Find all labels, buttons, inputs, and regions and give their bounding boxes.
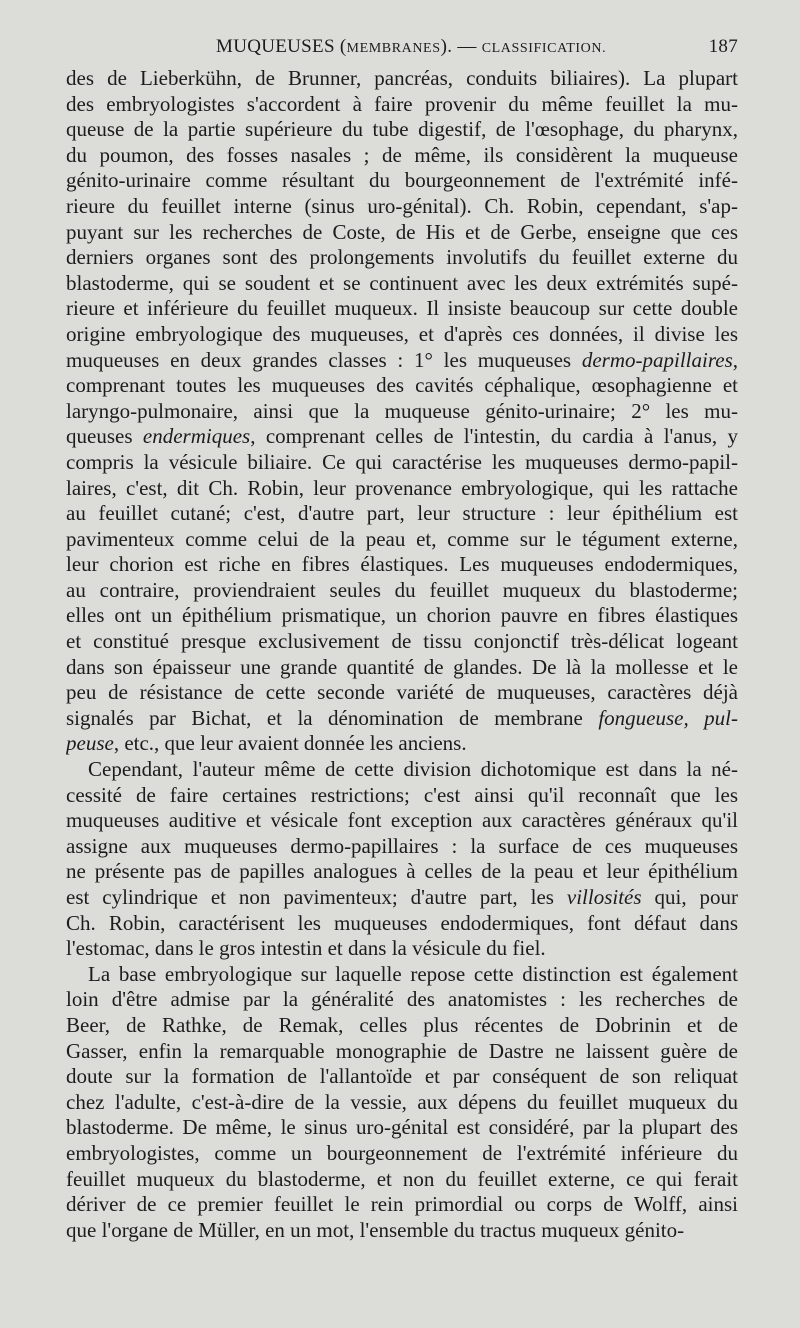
- text-line: que l'organe de Müller, en un mot, l'ensemble du tractus muqueux génito-: [66, 1217, 685, 1242]
- text-line: et constitué presque exclusivement de tissu conjonctif très-délicat logeant: [66, 629, 738, 654]
- title-section: CLASSIFICATION.: [481, 41, 607, 56]
- text-line: Cependant, l'auteur même de cette division dichotomique est dans la né-: [88, 757, 738, 782]
- text-line: au contraire, proviendraient seules du feuillet muqueux du blastoderme;: [66, 577, 738, 602]
- text-line: doute sur la formation de l'allantoïde et par conséquent de son reliquat: [66, 1064, 738, 1089]
- text-line: assigne aux muqueuses dermo-papillaires : la surface de ces muqueuses: [66, 833, 738, 858]
- text-line: compris la vésicule biliaire. Ce qui caractérise les muqueuses dermo-papil-: [66, 449, 738, 474]
- text-line: des de Lieberkühn, de Brunner, pancréas, conduits biliaires). La plupart: [66, 66, 738, 90]
- text-line: muqueuses en deux grandes classes : 1° les muqueuses dermo-papillaires,: [66, 347, 738, 372]
- text-line: puyant sur les recherches de Coste, de His et de Gerbe, enseigne que ces: [66, 219, 738, 244]
- italic-term: villosités: [566, 885, 642, 909]
- italic-term: peuse: [66, 731, 114, 756]
- running-header: [66, 36, 738, 60]
- text-line: loin d'être admise par la généralité des anatomistes : les recherches de: [66, 987, 738, 1012]
- text-line: dériver de ce premier feuillet le rein primordial ou corps de Wolff, ainsi: [66, 1192, 738, 1217]
- italic-term: dermo-papillaires: [581, 347, 733, 372]
- title-paren-close: ). —: [440, 36, 482, 57]
- paragraph-1: [66, 66, 738, 757]
- body-text: [66, 66, 738, 1243]
- text-line: laryngo-pulmonaire, ainsi que la muqueuse génito-urinaire; 2° les mu-: [66, 398, 738, 423]
- text-line: embryologistes, comme un bourgeonnement de l'extrémité inférieure du: [66, 1140, 738, 1165]
- text-line: pavimenteux comme celui de la peau et, comme sur le tégument externe,: [66, 526, 738, 551]
- text-line: peu de résistance de cette seconde variété de muqueuses, caractères déjà: [66, 680, 738, 705]
- text-line: rieure et inférieure du feuillet muqueux. Il insiste beaucoup sur cette double: [66, 296, 738, 321]
- paragraph-3: [66, 962, 738, 1244]
- text-line: feuillet muqueux du blastoderme, et non du feuillet externe, ce qui ferait: [66, 1166, 738, 1191]
- text-line: elles ont un épithélium prismatique, un chorion pauvre en fibres élastiques: [66, 603, 738, 628]
- italic-term: endermiques: [142, 424, 251, 449]
- text-line: muqueuses auditive et vésicale font exception aux caractères généraux qu'il: [66, 808, 738, 833]
- text-line: Ch. Robin, caractérisent les muqueuses endodermiques, font défaut dans: [66, 910, 738, 935]
- title-paren-word: MEMBRANES: [346, 41, 441, 56]
- text-line: blastoderme, qui se soudent et se continuent avec les deux extrémités supé-: [66, 270, 738, 295]
- text-line: laires, c'est, dit Ch. Robin, leur provenance embryologique, qui les rattache: [66, 475, 738, 500]
- text-line: du poumon, des fosses nasales ; de même, ils considèrent la muqueuse: [66, 142, 738, 167]
- running-title: [216, 36, 606, 58]
- text-line: signalés par Bichat, et la dénomination de membrane fongueuse, pul-: [66, 705, 738, 730]
- title-paren-open: (: [334, 36, 347, 57]
- text-line: est cylindrique et non pavimenteux; d'autre part, les villosités qui, pour: [66, 885, 738, 909]
- text-line: dans son épaisseur une grande quantité de glandes. De là la mollesse et le: [66, 654, 738, 679]
- text-line: leur chorion est riche en fibres élastiques. Les muqueuses endodermiques,: [66, 552, 738, 577]
- text-line: cessité de faire certaines restrictions; c'est ainsi qu'il reconnaît que les: [66, 782, 738, 807]
- text-line: origine embryologique des muqueuses, et d'après ces données, il divise les: [66, 321, 738, 346]
- text-line: blastoderme. De même, le sinus uro-génital est considéré, par la plupart des: [66, 1115, 738, 1140]
- text-line: au feuillet cutané; c'est, d'autre part, leur structure : leur épithélium est: [66, 501, 738, 526]
- text-line: génito-urinaire comme résultant du bourgeonnement de l'extrémité infé-: [66, 168, 738, 193]
- text-line: peuse, etc., que leur avaient donnée les anciens.: [66, 731, 467, 756]
- text-line: chez l'adulte, c'est-à-dire de la vessie, aux dépens du feuillet muqueux du: [66, 1089, 738, 1114]
- text-line: Gasser, enfin la remarquable monographie de Dastre ne laissent guère de: [66, 1038, 738, 1063]
- page-number: 187: [708, 36, 738, 57]
- text-line: derniers organes sont des prolongements involutifs du feuillet externe du: [66, 245, 738, 270]
- text-line: ne présente pas de papilles analogues à celles de la peau et leur épithélium: [66, 859, 738, 884]
- text-line: rieure du feuillet interne (sinus uro-génital). Ch. Robin, cependant, s'ap-: [66, 193, 738, 218]
- paragraph-2: [66, 757, 738, 962]
- title-main: MUQUEUSES: [216, 36, 335, 57]
- text-line: l'estomac, dans le gros intestin et dans la vésicule du fiel.: [66, 936, 546, 961]
- text-line: La base embryologique sur laquelle repose cette distinction est également: [88, 961, 738, 986]
- text-line: comprenant toutes les muqueuses des cavités céphalique, œsophagienne et: [66, 373, 738, 398]
- italic-term: fongueuse, pul-: [598, 705, 738, 730]
- text-line: Beer, de Rathke, de Remak, celles plus récentes de Dobrinin et de: [66, 1012, 738, 1037]
- text-line: queuses endermiques, comprenant celles de l'intestin, du cardia à l'anus, y: [66, 424, 738, 449]
- text-line: des embryologistes s'accordent à faire provenir du même feuillet la mu-: [66, 91, 738, 116]
- text-line: queuse de la partie supérieure du tube digestif, de l'œsophage, du pharynx,: [66, 117, 738, 142]
